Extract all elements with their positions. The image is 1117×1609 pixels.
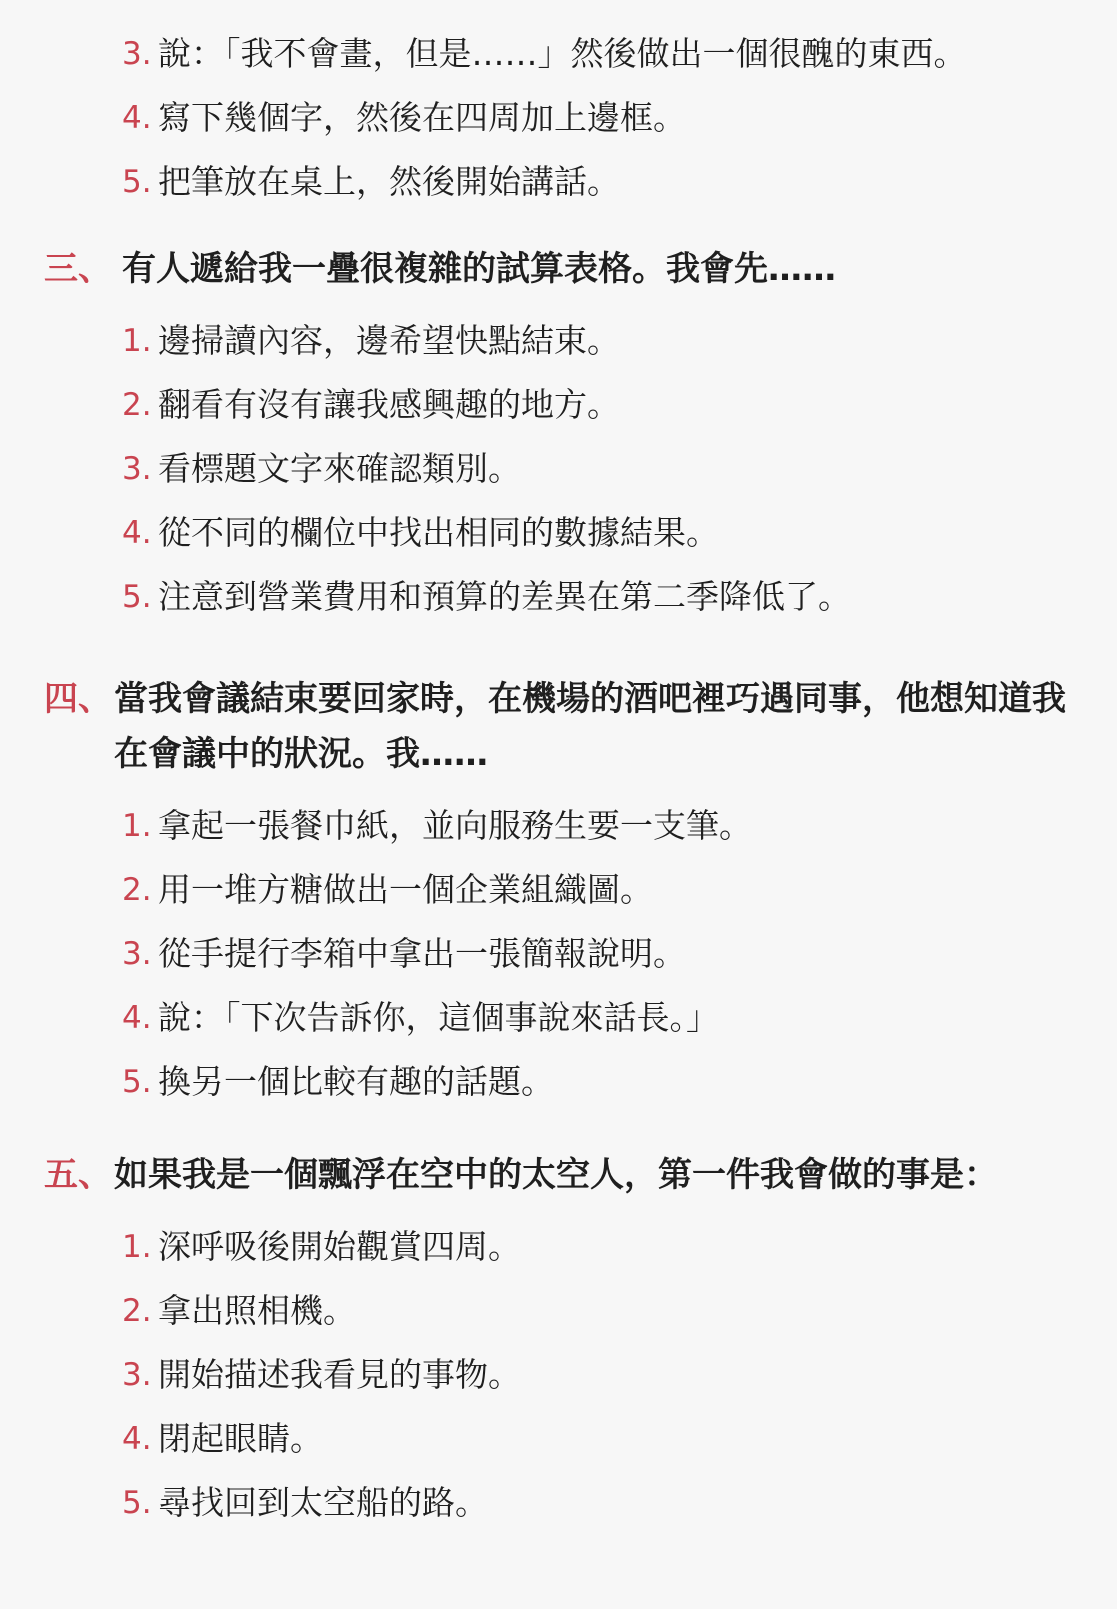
option-item [0, 992, 1117, 1056]
option-number: 2. [122, 872, 152, 908]
option-text: 從不同的欄位中找出相同的數據結果。 [158, 513, 719, 552]
option-number: 1. [122, 323, 152, 359]
option-number: 2. [122, 387, 152, 423]
option-text: 從手提行李箱中拿出一張簡報說明。 [158, 934, 686, 973]
option-text: 尋找回到太空船的路。 [158, 1483, 488, 1522]
option-number: 5. [122, 1485, 152, 1521]
option-number: 3. [122, 451, 152, 487]
option-text: 閉起眼睛。 [158, 1419, 323, 1458]
option-text: 邊掃讀內容，邊希望快點結束。 [158, 321, 620, 360]
option-list [0, 315, 1117, 635]
option-item [0, 379, 1117, 443]
option-item [0, 928, 1117, 992]
question-prompt: 如果我是一個飄浮在空中的太空人，第一件我會做的事是： [114, 1155, 998, 1195]
option-item [0, 507, 1117, 571]
option-number: 5. [122, 1064, 152, 1100]
option-number: 4. [122, 515, 152, 551]
option-item [0, 28, 1117, 92]
option-item [0, 443, 1117, 507]
option-item [0, 864, 1117, 928]
question-prompt: 有人遞給我一疊很複雜的試算表格。我會先…… [122, 249, 836, 289]
question-5 [0, 1148, 1117, 1541]
option-number: 4. [122, 1000, 152, 1036]
option-text: 看標題文字來確認類別。 [158, 449, 521, 488]
question-number: 三、 [44, 249, 112, 289]
option-text: 深呼吸後開始觀賞四周。 [158, 1227, 521, 1266]
option-item [0, 315, 1117, 379]
option-item [0, 800, 1117, 864]
question-number: 五、 [44, 1155, 112, 1195]
option-text: 寫下幾個字，然後在四周加上邊框。 [158, 98, 686, 137]
option-number: 2. [122, 1293, 152, 1329]
option-number: 4. [122, 1421, 152, 1457]
option-text: 說：「下次告訴你，這個事說來話長。」 [158, 998, 719, 1037]
option-item [0, 571, 1117, 635]
option-number: 3. [122, 36, 152, 72]
option-item [0, 1349, 1117, 1413]
option-number: 3. [122, 1357, 152, 1393]
option-item [0, 1056, 1117, 1120]
option-text: 拿出照相機。 [158, 1291, 356, 1330]
option-text: 說：「我不會畫，但是……」然後做出一個很醜的東西。 [158, 34, 967, 73]
question-heading [0, 672, 1117, 782]
question-3 [0, 242, 1117, 635]
option-list [0, 800, 1117, 1120]
question-number: 四、 [44, 679, 112, 719]
option-item [0, 1413, 1117, 1477]
option-text: 換另一個比較有趣的話題。 [158, 1062, 554, 1101]
option-list [0, 1221, 1117, 1541]
option-text: 注意到營業費用和預算的差異在第二季降低了。 [158, 577, 851, 616]
option-item [0, 1477, 1117, 1541]
question-prompt: 當我會議結束要回家時，在機場的酒吧裡巧遇同事，他想知道我在會議中的狀況。我…… [114, 679, 1066, 774]
option-item [0, 92, 1117, 156]
option-number: 1. [122, 808, 152, 844]
option-number: 5. [122, 164, 152, 200]
option-number: 1. [122, 1229, 152, 1265]
option-number: 5. [122, 579, 152, 615]
question-heading [0, 1148, 1117, 1203]
previous-question-options [0, 28, 1117, 220]
option-number: 4. [122, 100, 152, 136]
question-heading [0, 242, 1117, 297]
option-item [0, 156, 1117, 220]
option-text: 翻看有沒有讓我感興趣的地方。 [158, 385, 620, 424]
option-item [0, 1285, 1117, 1349]
option-number: 3. [122, 936, 152, 972]
option-text: 開始描述我看見的事物。 [158, 1355, 521, 1394]
option-item [0, 1221, 1117, 1285]
question-4 [0, 672, 1117, 1120]
option-text: 把筆放在桌上，然後開始講話。 [158, 162, 620, 201]
option-text: 用一堆方糖做出一個企業組織圖。 [158, 870, 653, 909]
option-text: 拿起一張餐巾紙，並向服務生要一支筆。 [158, 806, 752, 845]
